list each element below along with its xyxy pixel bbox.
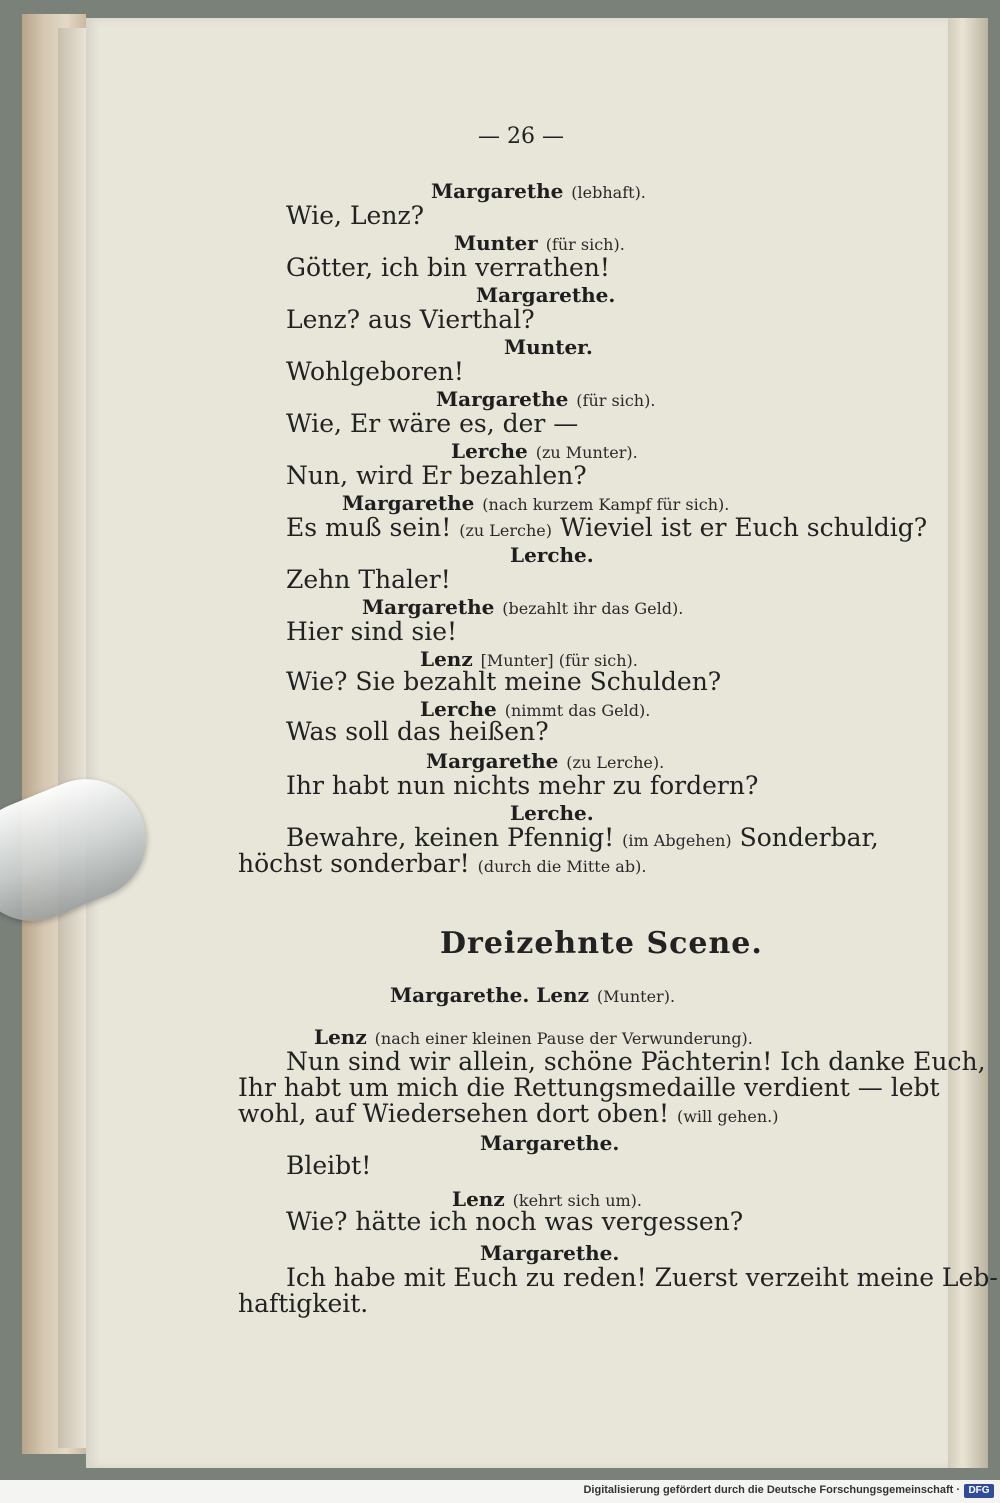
scene-characters: Margarethe. Lenz (Munter).: [390, 983, 676, 1007]
speaker-line: Margarethe (zu Lerche).: [426, 749, 665, 773]
speech-line: Bewahre, keinen Pfennig! (im Abgehen) Sonderbar,: [286, 823, 879, 852]
speech-line: Lenz? aus Vierthal?: [286, 305, 535, 334]
speech-line: Hier sind sie!: [286, 617, 458, 646]
speech-line: Wie, Lenz?: [286, 201, 425, 230]
speaker-line: Margarethe (lebhaft).: [431, 179, 646, 203]
speech-line: Nun, wird Er bezahlen?: [286, 461, 587, 490]
speech-line: Götter, ich bin verrathen!: [286, 253, 610, 282]
speech-line: Ihr habt um mich die Rettungsmedaille verdient — lebt: [238, 1073, 940, 1102]
speaker-line: Lenz [Munter] (für sich).: [420, 647, 638, 671]
book-right-edge: [942, 18, 988, 1468]
book-page-stack: [58, 28, 88, 1448]
footer-credit: Digitalisierung gefördert durch die Deutsche Forschungsgemeinschaft ·: [583, 1484, 960, 1496]
speech-line: haftigkeit.: [238, 1289, 369, 1318]
speaker-line: Lerche.: [510, 543, 594, 567]
speaker-line: Margarethe.: [476, 283, 616, 307]
speech-line: Was soll das heißen?: [286, 717, 549, 746]
speech-line: Wohlgeboren!: [286, 357, 464, 386]
speaker-line: Margarethe.: [480, 1241, 620, 1265]
footer-bar: [0, 1480, 1000, 1503]
scene-title: Dreizehnte Scene.: [440, 926, 763, 961]
speaker-line: Lenz (kehrt sich um).: [452, 1187, 642, 1211]
speech-line: Es muß sein! (zu Lerche) Wieviel ist er Euch schuldig?: [286, 513, 928, 542]
speaker-line: Margarethe (nach kurzem Kampf für sich).: [342, 491, 730, 515]
page-number: — 26 —: [478, 124, 564, 149]
speech-line: Wie? hätte ich noch was vergessen?: [286, 1207, 744, 1236]
speech-line: Ich habe mit Euch zu reden! Zuerst verzeiht meine Leb-: [286, 1263, 998, 1292]
speaker-line: Lenz (nach einer kleinen Pause der Verwunderung).: [314, 1025, 753, 1049]
speech-line: Nun sind wir allein, schöne Pächterin! Ich danke Euch,: [286, 1047, 986, 1076]
speaker-line: Lerche.: [510, 801, 594, 825]
dfg-logo-icon: DFG: [964, 1484, 994, 1498]
speech-line: höchst sonderbar! (durch die Mitte ab).: [238, 849, 647, 878]
speech-line: Zehn Thaler!: [286, 565, 451, 594]
speaker-line: Margarethe.: [480, 1131, 620, 1155]
speech-line: wohl, auf Wiedersehen dort oben! (will gehen.): [238, 1099, 779, 1128]
speech-line: Bleibt!: [286, 1151, 372, 1180]
speaker-line: Munter (für sich).: [454, 231, 625, 255]
speech-line: Ihr habt nun nichts mehr zu fordern?: [286, 771, 759, 800]
speaker-line: Margarethe (für sich).: [436, 387, 656, 411]
speaker-line: Munter.: [504, 335, 593, 359]
speech-line: Wie, Er wäre es, der —: [286, 409, 579, 438]
speech-line: Wie? Sie bezahlt meine Schulden?: [286, 667, 722, 696]
speaker-line: Lerche (nimmt das Geld).: [420, 697, 651, 721]
book-page: [86, 18, 998, 1468]
speaker-line: Lerche (zu Munter).: [451, 439, 638, 463]
speaker-line: Margarethe (bezahlt ihr das Geld).: [362, 595, 684, 619]
